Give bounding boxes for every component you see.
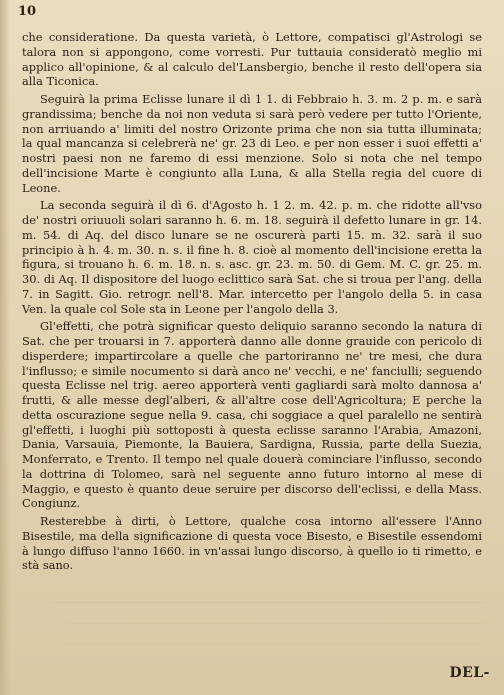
- page-number: 10: [18, 4, 37, 19]
- paragraph-effects: Gl'effetti, che potrà significar questo deliquio saranno secondo la natura di Sat. che per trouarsi in 7. apporterà danno alle donne grauide con pericolo di disperdere; impartircolare a quelle che partoriranno ne' tre mesi, che dura l'influsso; e simile nocumento si darà anco ne' vecchi, e ne' fanciulli; seguendo questa Eclisse nel trig. aereo apporterà venti gagliardi sarà molto dannosa a' frutti, & alle messe degl'alberi, & all'altre cose dell'Agricoltura; E perche la detta oscurazione segue nella 9. casa, chi soggiace a quel paralello ne sentirà gl'effetti, i luoghi più sottoposti à questa eclisse saranno l'Arabia, Amazoni, Dania, Varsauia, Piemonte, la Bauiera, Sardigna, Russia, parte della Suezia, Monferrato, e Trento. Il tempo nel quale douerà cominciare l'influsso, secondo la dottrina di Tolomeo, sarà nel seguente anno futuro intorno al mese di Maggio, e questo è quanto deue seruire per discorso dell'eclissi, e della Mass. Congiunz.: [22, 319, 482, 511]
- paragraph-second-eclipse: La seconda seguirà il dì 6. d'Agosto h. 1 2. m. 42. p. m. che ridotte all'vso de' nostri oriuuoli solari saranno h. 6. m. 18. seguirà il defetto lunare in gr. 14. m. 54. di Aq. del disco lunare se ne oscurerà parti 15. m. 32. sarà il suo principio à h. 4. m. 30. n. s. il fine h. 8. cioè al momento dell'incisione eretta la figura, si trouano h. 6. m. 18. n. s. asc. gr. 23. m. 50. di Gem. M. C. gr. 25. m. 30. di Aq. Il dispositore del luogo eclittico sarà Sat. che si troua per l'ang. della 7. in Sagitt. Gio. retrogr. nell'8. Mar. intercetto per l'angolo della 5. in casa Ven. la quale col Sole sta in Leone per l'angolo della 3.: [22, 198, 482, 316]
- bleed-through-shadow: [34, 588, 484, 666]
- body-text: [22, 30, 482, 576]
- paragraph-leap-year: Resterebbe à dirti, ò Lettore, qualche cosa intorno all'essere l'Anno Bisestile, ma della significazione di questa voce Bisesto, e Bisestile essendomi à lungo diffuso l'anno 1660. in vn'assai lungo discorso, à quello io ti rimetto, e stà sano.: [22, 514, 482, 573]
- paragraph-first-eclipse: Seguirà la prima Eclisse lunare il dì 1 1. di Febbraio h. 3. m. 2 p. m. e sarà grandissima; benche da noi non veduta si sarà però vedere per tutto l'Oriente, non arriuando a' limiti del nostro Orizonte prima che non sia tutta illuminata; la qual mancanza si celebrerà ne' gr. 23 di Leo. e per non esser i suoi effetti a' nostri paesi non ne faremo di essi menzione. Solo si nota che nel tempo dell'incisione Marte è congiunto alla Luna, & alla Stella regia del cuore di Leone.: [22, 92, 482, 195]
- catchword: DEL-: [449, 665, 490, 681]
- paragraph-intro: che consideratione. Da questa varietà, ò Lettore, compatisci gl'Astrologi se talora non si appongono, come vorresti. Pur tuttauia consideratò meglio mi applico all'opinione, & al calculo del'Lansbergio, benche il resto dell'opera sia alla Ticonica.: [22, 30, 482, 89]
